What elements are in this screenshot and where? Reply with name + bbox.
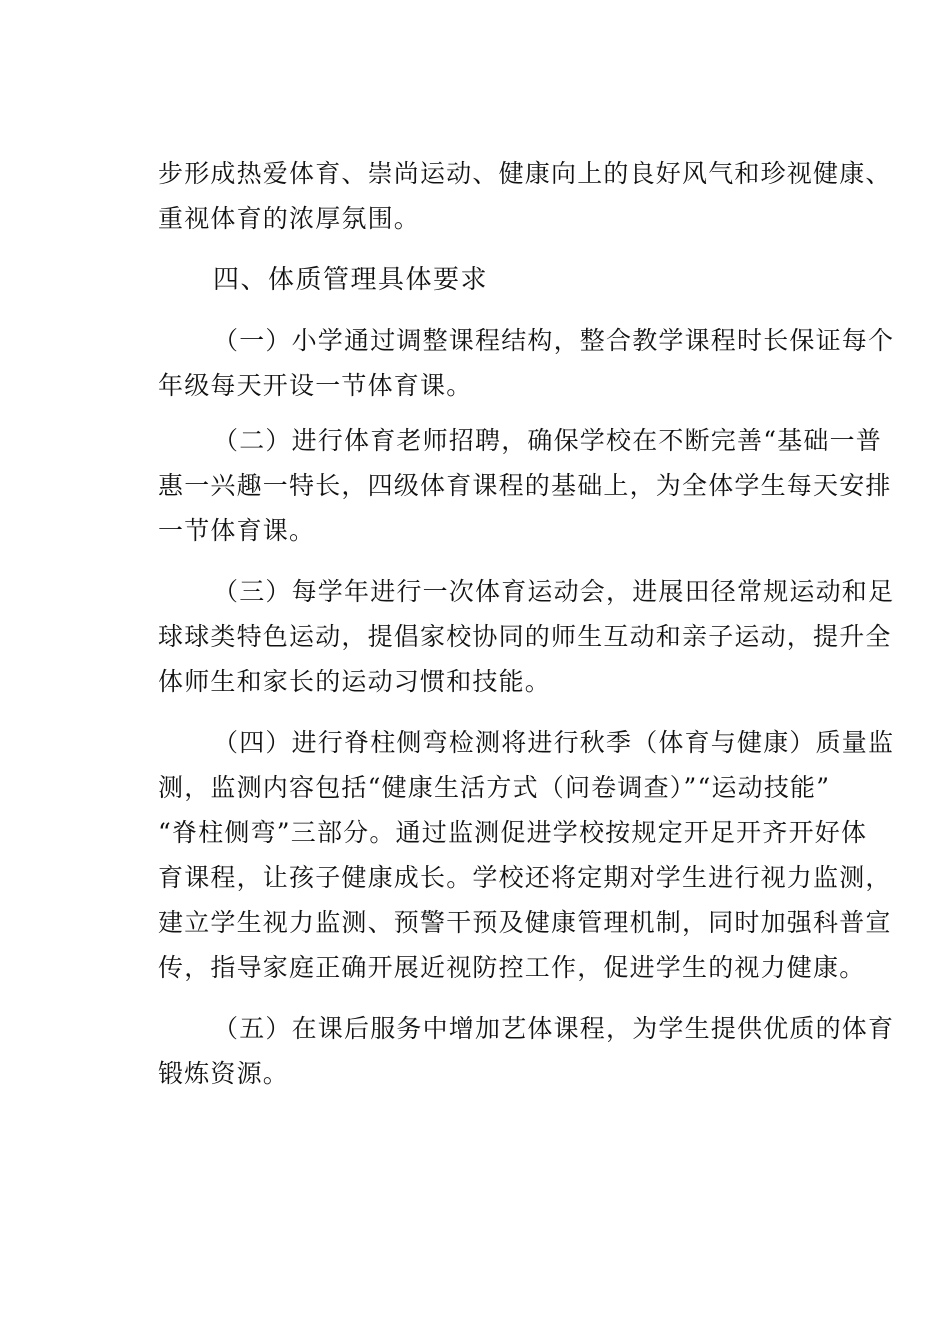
para-4-line-6: 传，指导家庭正确开展近视防控工作，促进学生的视力健康。 <box>158 953 866 982</box>
para-2-line-2: 惠一兴趣一特长，四级体育课程的基础上，为全体学生每天安排 <box>158 471 892 500</box>
para-5-line-2: 锻炼资源。 <box>158 1059 290 1088</box>
para-4-line-4: 育课程，让孩子健康成长。学校还将定期对学生进行视力监测， <box>158 863 892 892</box>
intro-line-2: 重视体育的浓厚氛围。 <box>158 204 421 233</box>
para-5-line-1: （五）在课后服务中增加艺体课程，为学生提供优质的体育 <box>213 1014 895 1043</box>
para-2-line-3: 一节体育课。 <box>158 516 316 545</box>
para-4-line-3: “脊柱侧弯”三部分。通过监测促进学校按规定开足开齐开好体 <box>158 818 868 847</box>
para-3-line-2: 球球类特色运动，提倡家校协同的师生互动和亲子运动，提升全 <box>158 622 892 651</box>
para-3-line-1: （三）每学年进行一次体育运动会，进展田径常规运动和足 <box>213 577 895 606</box>
section-heading: 四、体质管理具体要求 <box>213 265 489 295</box>
para-2-line-1: （二）进行体育老师招聘，确保学校在不断完善“基础一普 <box>213 426 882 455</box>
para-4-line-5: 建立学生视力监测、预警干预及健康管理机制，同时加强科普宣 <box>158 908 892 937</box>
para-4-line-1: （四）进行脊柱侧弯检测将进行秋季（体育与健康）质量监 <box>213 728 895 757</box>
para-1-line-1: （一）小学通过调整课程结构，整合教学课程时长保证每个 <box>213 326 895 355</box>
para-4-line-2: 测，监测内容包括“健康生活方式（问卷调查）”“运动技能” <box>158 773 831 802</box>
intro-line-1: 步形成热爱体育、崇尚运动、健康向上的良好风气和珍视健康、 <box>158 159 892 188</box>
para-3-line-3: 体师生和家长的运动习惯和技能。 <box>158 667 552 696</box>
para-1-line-2: 年级每天开设一节体育课。 <box>158 371 473 400</box>
